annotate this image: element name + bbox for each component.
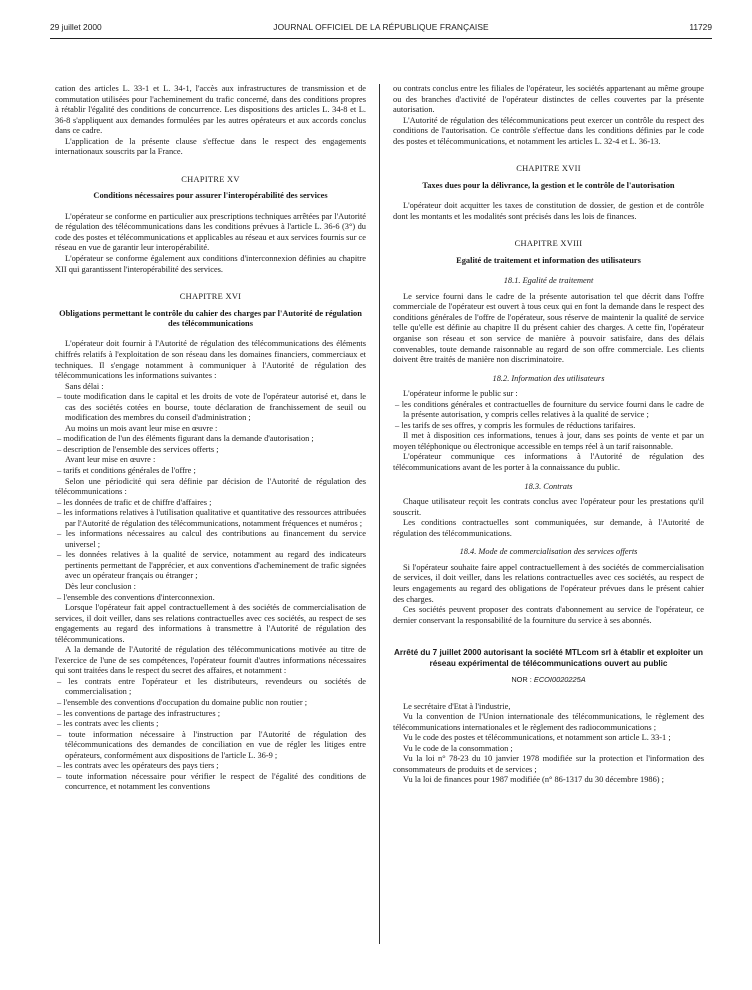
right-column: [393, 84, 704, 786]
paragraph: Ces sociétés peuvent proposer des contrats d'abonnement au service de l'opérateur, ce dernier conservant la responsabilité de la fourniture du service à ses abonnés.: [393, 605, 704, 625]
list-item: – les données relatives à la qualité de service, notamment au regard des indicateurs pertinents permettant de l'apprécier, et aux conventions d'acheminement de trafic signées avec un opérateur français ou étranger ;: [57, 550, 366, 581]
chapter-title-xviii: Egalité de traitement et information des utilisateurs: [456, 255, 641, 265]
chapter-heading-xv: CHAPITRE XV: [181, 174, 240, 184]
chapter-title-xvii: Taxes dues pour la délivrance, la gestion et le contrôle de l'autorisation: [422, 180, 675, 190]
section-heading-18-3: 18.3. Contrats: [524, 481, 573, 491]
left-column: [55, 84, 366, 793]
list-item: – les données de trafic et de chiffre d'affaires ;: [57, 497, 212, 507]
header-journal-title: JOURNAL OFFICIEL DE LA RÉPUBLIQUE FRANÇAISE: [273, 22, 489, 32]
nor-code: ECOI0020225A: [533, 674, 586, 684]
header-rule: [50, 38, 712, 39]
section-heading-18-1: 18.1. Egalité de traitement: [503, 276, 594, 286]
list-item: – tarifs et conditions générales de l'offre ;: [57, 465, 196, 475]
paragraph: L'application de la présente clause s'effectue dans le respect des engagements internationaux souscrits par la France.: [55, 136, 366, 157]
list-item: – les conventions de partage des infrastructures ;: [57, 708, 221, 718]
list-item: – les contrats avec les clients ;: [57, 719, 159, 729]
paragraph: L'opérateur doit fournir à l'Autorité de régulation des télécommunications des éléments chiffrés relatifs à l'exploitation de son réseau dans les domaines financiers, commerciaux et techniques. Il s'engage notamment à communiquer à l'Autorité de régulation des télécommunications les informations suivantes :: [55, 339, 366, 381]
paragraph: Si l'opérateur souhaite faire appel contractuellement à des sociétés de commercialisation de services, il doit veiller, dans les relations contractuelles avec ces sociétés, au respect de leurs engagements au regard des obligations de l'opérateur prévues dans le présent cahier des charges.: [393, 562, 704, 604]
list-item: – l'ensemble des conventions d'occupation du domaine public non routier ;: [57, 698, 308, 708]
paragraph: cation des articles L. 33-1 et L. 34-1, l'accès aux infrastructures de transmission et de commutation utilisées pour l'acheminement du trafic concerné, dans des conditions propres à rétablir l'égalité des conditions de concurrence. Les dispositions des articles L. 34-8 et L. 36-8 s'appliquent aux demandes formulées par les autres opérateurs et aux accords conclus dans ce cadre.: [55, 84, 366, 136]
paragraph: Le secrétaire d'Etat à l'industrie,: [403, 701, 511, 711]
list-item: – les contrats entre l'opérateur et les distributeurs, revendeurs ou sociétés de commercialisation ;: [57, 676, 366, 697]
paragraph: ou contrats conclus entre les filiales de l'opérateur, les sociétés appartenant au même groupe ou des branches d'activité de l'opérateur distinctes de celles couvertes par la présente autorisation.: [393, 84, 704, 115]
chapter-heading-xvii: CHAPITRE XVII: [516, 164, 581, 174]
nor-reference: [393, 675, 704, 686]
list-intro: Avant leur mise en œuvre :: [65, 455, 156, 465]
list-item: – modification de l'un des éléments figurant dans la demande d'autorisation ;: [57, 434, 314, 444]
chapter-title-xvi: Obligations permettant le contrôle du cahier des charges par l'Autorité de régulation des télécommunications: [59, 308, 362, 329]
list-intro: Sans délai :: [65, 381, 104, 391]
paragraph: A la demande de l'Autorité de régulation des télécommunications motivée au titre de l'exercice de l'une de ses compétences, l'opérateur fournit d'autres informations nécessaires qui sont traitées dans le respect du secret des affaires, et notamment :: [55, 645, 366, 676]
paragraph: Il met à disposition ces informations, tenues à jour, dans ses points de vente et par un moyen téléphonique ou électronique accessible en temps réel à un tarif raisonnable.: [393, 431, 704, 451]
list-item: – toute modification dans le capital et les droits de vote de l'opérateur autorisé et, dans le cas des sociétés cotées en bourse, toute déclaration de franchissement de seuil ou modification des membres du conseil d'administration ;: [57, 392, 366, 423]
list-item: – les conditions générales et contractuelles de fourniture du service fourni dans le cadre de la présente autorisation, y compris celles relatives à la qualité de service ;: [395, 399, 704, 420]
decree-title: Arrêté du 7 juillet 2000 autorisant la société MTLcom srl à établir et exploiter un réseau expérimental de télécommunications ouvert au public: [394, 648, 703, 668]
paragraph: L'opérateur se conforme également aux conditions d'interconnexion définies au chapitre XII qui garantissent l'interopérabilité des services.: [55, 253, 366, 274]
paragraph: L'Autorité de régulation des télécommunications peut exercer un contrôle du respect des conditions de l'autorisation. Ce contrôle s'effectue dans les conditions définies par le code des postes et télécommunications, et notamment les articles L. 32-4 et L. 36-13.: [393, 115, 704, 146]
list-item: – l'ensemble des conventions d'interconnexion.: [57, 592, 215, 602]
list-item: – les tarifs de ses offres, y compris les formules de réductions tarifaires.: [395, 420, 636, 430]
paragraph: Vu la convention de l'Union internationale des télécommunications, le règlement des télécommunications internationales et le règlement des radiocommunications ;: [393, 712, 704, 732]
paragraph: Vu la loi n° 78-23 du 10 janvier 1978 modifiée sur la protection et l'information des consommateurs de produits et de services ;: [393, 754, 704, 774]
paragraph: Les conditions contractuelles sont communiquées, sur demande, à l'Autorité de régulation des télécommunications.: [393, 518, 704, 538]
paragraph: Chaque utilisateur reçoit les contrats conclus avec l'opérateur pour les prestations qu'il souscrit.: [393, 497, 704, 517]
chapter-heading-xvi: CHAPITRE XVI: [179, 292, 242, 302]
running-header: [50, 22, 712, 36]
list-item: – toute information nécessaire pour vérifier le respect de l'égalité des conditions de concurrence, et notamment les conventions: [57, 771, 366, 792]
nor-label: NOR :: [511, 674, 532, 684]
list-item: – description de l'ensemble des services offerts ;: [57, 444, 219, 454]
paragraph: Le service fourni dans le cadre de la présente autorisation tel que décrit dans l'offre commerciale de l'opérateur est ouvert à tous ceux qui en font la demande dans le respect des conditions générales de l'offre de l'opérateur, sous réserve de maintenir la qualité de service telle qu'elle est définie au chapitre II du présent cahier des charges. A cette fin, l'opérateur organise son réseau et son service de manière à pouvoir satisfaire, dans des délais convenables, toute demande raisonnable au regard de son offre commerciale. Les clients doivent être traités de manière non discriminatoire.: [393, 291, 704, 365]
paragraph: Vu le code des postes et télécommunications, et notamment son article L. 33-1 ;: [403, 733, 671, 743]
paragraph: L'opérateur communique ces informations à l'Autorité de régulation des télécommunications avant de les porter à la connaissance du public.: [393, 452, 704, 473]
list-intro: Dès leur conclusion :: [65, 582, 136, 591]
list-intro: Au moins un mois avant leur mise en œuvre :: [65, 423, 218, 433]
column-divider: [379, 84, 380, 944]
paragraph: Vu le code de la consommation ;: [403, 743, 513, 753]
chapter-title-xv: Conditions nécessaires pour assurer l'interopérabilité des services: [93, 191, 328, 201]
paragraph: Lorsque l'opérateur fait appel contractuellement à des sociétés de commercialisation de services, il doit veiller, dans ses relations contractuelles avec ces sociétés, au respect de ses engagements au regard des informations à transmettre à l'Autorité de régulation des télécommunications.: [55, 603, 366, 644]
list-item: – les contrats avec les opérateurs des pays tiers ;: [57, 761, 219, 771]
chapter-heading-xviii: CHAPITRE XVIII: [514, 239, 583, 249]
paragraph: Vu la loi de finances pour 1987 modifiée (n° 86-1317 du 30 décembre 1986) ;: [403, 775, 665, 785]
list-item: – toute information nécessaire à l'instruction par l'Autorité de régulation des télécommunications des demandes de conciliation en vue de régler les litiges entre opérateurs, conformément aux dispositions de l'article L. 36-9 ;: [57, 729, 366, 760]
section-heading-18-2: 18.2. Information des utilisateurs: [492, 373, 605, 383]
header-date: 29 juillet 2000: [50, 22, 102, 32]
paragraph: L'opérateur doit acquitter les taxes de constitution de dossier, de gestion et de contrôle dont les montants et les modalités sont précisés dans les lois de finances.: [393, 201, 704, 221]
header-page-number: 11729: [689, 22, 712, 32]
list-item: – les informations nécessaires au calcul des contributions au financement du service universel ;: [57, 529, 366, 549]
list-item: – les informations relatives à l'utilisation qualitative et quantitative des ressources attribuées par l'Autorité de régulation des télécommunications, notamment fréquences et numéros ;: [57, 508, 366, 528]
list-intro: L'opérateur informe le public sur :: [403, 389, 518, 399]
section-heading-18-4: 18.4. Mode de commercialisation des services offerts: [459, 547, 638, 557]
paragraph: L'opérateur se conforme en particulier aux prescriptions techniques arrêtées par l'Autorité de régulation des télécommunications dans les conditions prévues à l'article L. 36-6 (3°) du code des postes et télécommunications et applicables au réseau et aux services fournis sur ce réseau en vue de garantir leur interopérabilité.: [55, 211, 366, 253]
paragraph: Selon une périodicité qui sera définie par décision de l'Autorité de régulation des télécommunications :: [55, 476, 366, 497]
